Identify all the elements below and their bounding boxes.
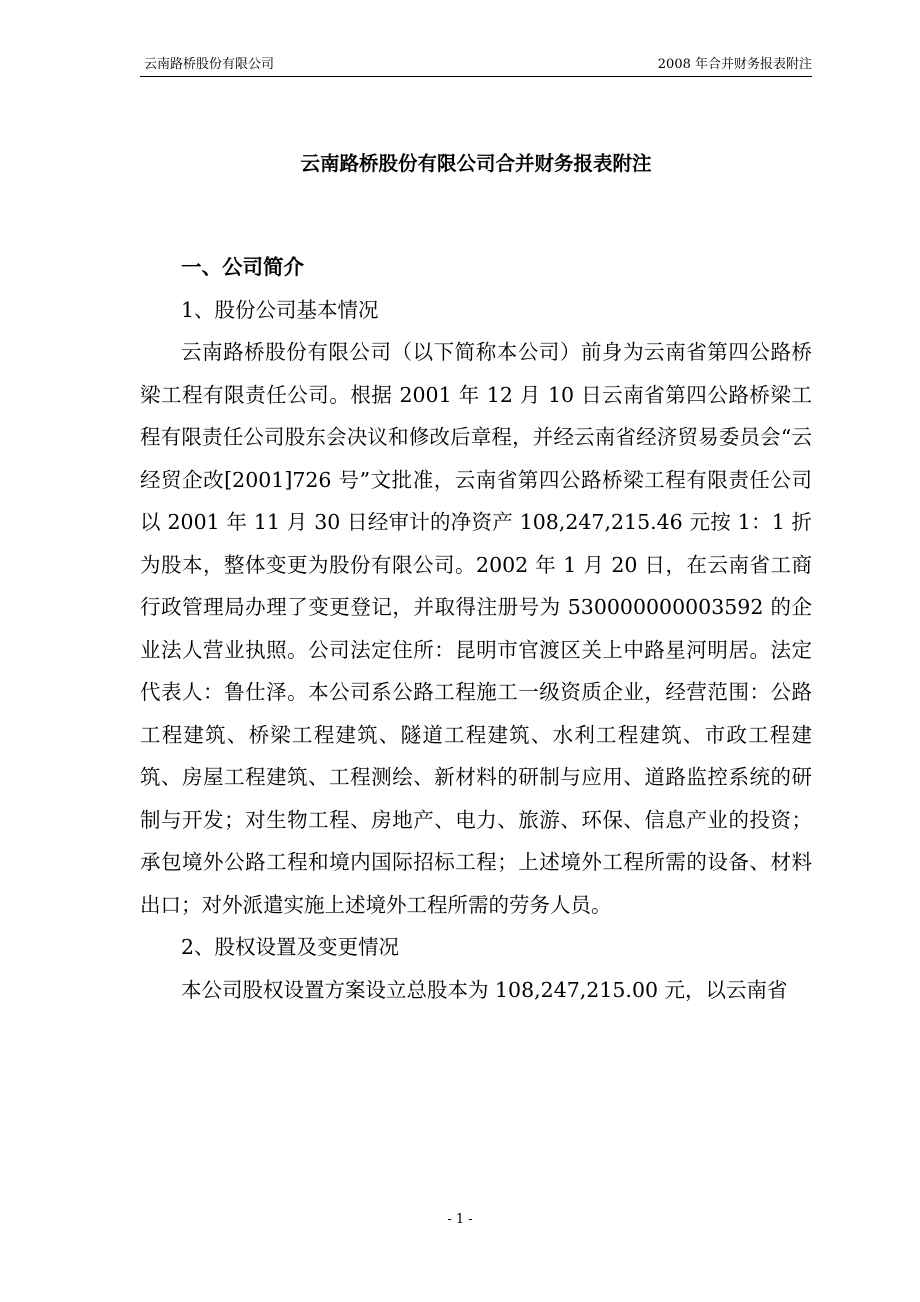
header-report-title: 2008 年合并财务报表附注 xyxy=(657,57,812,72)
document-body xyxy=(140,246,812,1011)
page-number: - 1 - xyxy=(447,1212,473,1227)
paragraph-equity: 本公司股权设置方案设立总股本为 108,247,215.00 元，以云南省 xyxy=(181,977,788,1002)
header-company-name: 云南路桥股份有限公司 xyxy=(144,57,275,72)
subsection-heading-equity: 2、股权设置及变更情况 xyxy=(181,935,400,959)
header-divider xyxy=(140,76,812,77)
paragraph-basic-info: 云南路桥股份有限公司（以下简称本公司）前身为云南省第四公路桥梁工程有限责任公司。根据 2001 年 12 月 10 日云南省第四公路桥梁工程有限责任公司股东会决议和修改后章程，并经云南省经济贸易委员会“云经贸企改[2001]726 号”文批准，云南省第四公路桥梁工程有限责任公司以 2001 年 11 月 30 日经审计的净资产 108,247,215.46 元按 1：1 折为股本，整体变更为股份有限公司。2002 年 1 月 20 日，在云南省工商行政管理局办理了变更登记，并取得注册号为 530000000003592 的企业法人营业执照。公司法定住所：昆明市官渡区关上中路星河明居。法定代表人：鲁仕泽。本公司系公路工程施工一级资质企业，经营范围：公路工程建筑、桥梁工程建筑、隧道工程建筑、水利工程建筑、市政工程建筑、房屋工程建筑、工程测绘、新材料的研制与应用、道路监控系统的研制与开发；对生物工程、房地产、电力、旅游、环保、信息产业的投资；承包境外公路工程和境内国际招标工程；上述境外工程所需的设备、材料出口；对外派遣实施上述境外工程所需的劳务人员。 xyxy=(140,340,812,917)
section-heading-company-profile: 一、公司简介 xyxy=(181,255,304,279)
subsection-heading-basic-info: 1、股份公司基本情况 xyxy=(181,297,379,322)
document-title: 云南路桥股份有限公司合并财务报表附注 xyxy=(300,152,652,175)
